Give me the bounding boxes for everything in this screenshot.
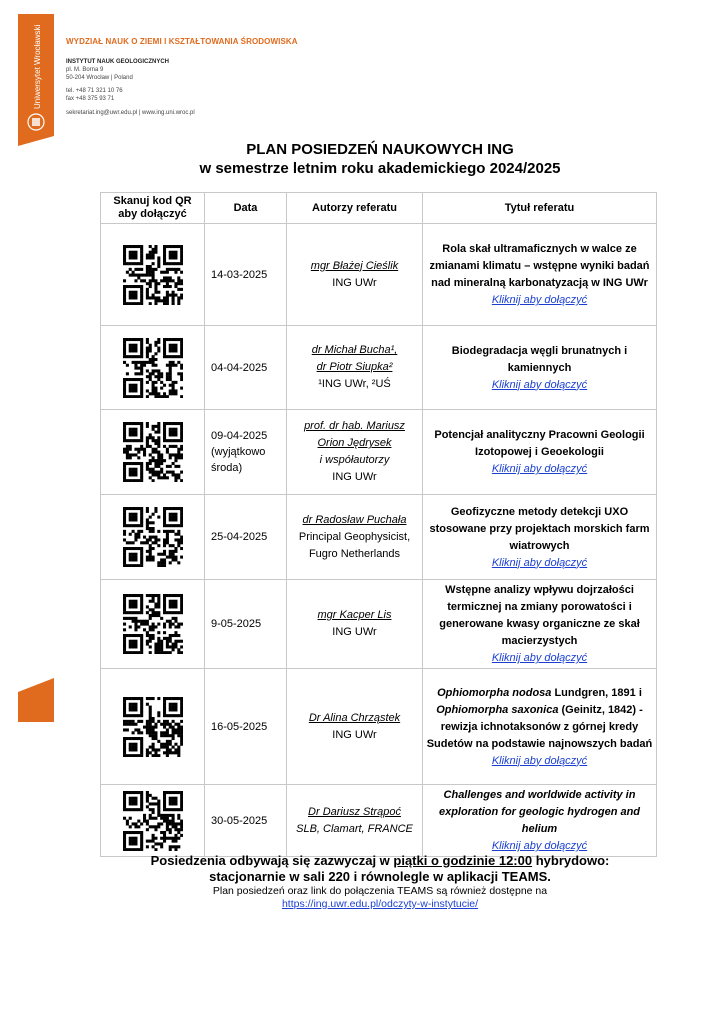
author-name[interactable]: mgr Błażej Cieślik	[310, 259, 399, 272]
date: 14-03-2025	[211, 268, 268, 281]
table-row	[101, 785, 657, 857]
footer-url-link[interactable]: https://ing.uwr.edu.pl/odczyty-w-instytucie/	[281, 898, 479, 910]
university-logo-banner	[18, 14, 54, 146]
footer-line3: Plan posiedzeń oraz link do połączenia TEAMS są również dostępne na	[212, 885, 548, 897]
date: 04-04-2025	[211, 361, 268, 374]
title-cell	[423, 326, 657, 410]
title-cell	[423, 410, 657, 495]
author-name[interactable]: Dr Dariusz Strąpoć	[308, 805, 401, 818]
institute-name: INSTYTUT NAUK GEOLOGICZNYCH	[66, 59, 169, 65]
qr-code-icon[interactable]	[123, 245, 183, 305]
author-name[interactable]: dr Michał Bucha¹,	[311, 344, 398, 356]
talk-title: Challenges and worldwide activity in exploration for geologic hydrogen and helium	[438, 789, 641, 835]
institute-block	[66, 58, 195, 117]
date-cell	[205, 785, 287, 857]
qr-cell[interactable]	[101, 410, 205, 495]
qr-cell[interactable]	[101, 785, 205, 857]
footer-line1	[100, 853, 660, 869]
talk-title: Rola skał ultramaficznych w walce ze zmianami klimatu – wstępne wyniki badań nad mineralną karbonatyzacją w ING UWr	[429, 243, 650, 289]
date-cell	[205, 326, 287, 410]
fax: fax +48 375 93 71	[66, 96, 115, 102]
title-line2: w semestrze letnim roku akademickiego 2024/2025	[199, 160, 561, 177]
affiliation: ¹ING UWr, ²UŚ	[318, 378, 391, 390]
talk-title: Geofizyczne metody detekcji UXO stosowane przy projektach morskich farm wiatrowych	[429, 505, 650, 552]
qr-cell[interactable]	[101, 495, 205, 580]
date: 9-05-2025	[211, 618, 262, 630]
table-row	[101, 410, 657, 495]
table-row	[101, 580, 657, 669]
join-link[interactable]: Kliknij aby dołączyć	[491, 840, 588, 852]
table-row	[101, 326, 657, 410]
taxon-2: Ophiomorpha saxonica	[436, 703, 559, 716]
author-name[interactable]: dr Radosław Puchała	[302, 513, 407, 526]
qr-code-icon[interactable]	[123, 422, 183, 482]
university-logo-text: Uniwersytet Wrocławski	[33, 24, 42, 109]
talk-title	[426, 685, 653, 753]
footer-line1-a: Posiedzenia odbywają się zazwyczaj w	[150, 853, 394, 868]
date-cell	[205, 669, 287, 785]
orange-decoration	[18, 678, 54, 722]
date-cell	[205, 410, 287, 495]
page-title	[100, 140, 660, 178]
title-cell	[423, 785, 657, 857]
header-authors: Autorzy referatu	[287, 193, 423, 224]
footer-line1-b: hybrydowo:	[532, 853, 610, 868]
author-cell	[287, 326, 423, 410]
qr-code-icon[interactable]	[123, 594, 183, 654]
author-cell	[287, 580, 423, 669]
title-part-2: (Geinitz, 1842) - rewizja ichnotaksonów z górnej kredy Sudetów na podstawie najnowszych badań	[426, 703, 653, 750]
join-link[interactable]: Kliknij aby dołączyć	[491, 463, 588, 475]
author-cell	[287, 669, 423, 785]
taxon-1: Ophiomorpha nodosa	[437, 686, 552, 699]
table-row	[101, 224, 657, 326]
table-row	[101, 495, 657, 580]
affiliation: ING UWr	[332, 626, 377, 638]
qr-cell[interactable]	[101, 326, 205, 410]
co-authors: i współautorzy	[319, 454, 390, 466]
date-cell	[205, 495, 287, 580]
qr-cell[interactable]	[101, 224, 205, 326]
qr-code-icon[interactable]	[123, 338, 183, 398]
qr-code-icon[interactable]	[123, 697, 183, 757]
author-name[interactable]: prof. dr hab. Mariusz Orion Jędrysek	[304, 420, 405, 449]
schedule-table	[100, 192, 657, 857]
author-cell	[287, 785, 423, 857]
author-name[interactable]: mgr Kacper Lis	[317, 609, 392, 621]
phone: tel. +48 71 321 10 76	[66, 88, 123, 94]
date: 09-04-2025	[211, 430, 268, 442]
title-cell	[423, 580, 657, 669]
qr-cell[interactable]	[101, 580, 205, 669]
department-name: WYDZIAŁ NAUK O ZIEMI I KSZTAŁTOWANIA ŚRODOWISKA	[66, 37, 298, 46]
author-cell	[287, 224, 423, 326]
date: 16-05-2025	[211, 720, 268, 733]
affiliation: Principal Geophysicist, Fugro Netherlands	[298, 530, 411, 560]
date-cell	[205, 224, 287, 326]
join-link[interactable]: Kliknij aby dołączyć	[491, 652, 588, 664]
table-header-row	[101, 193, 657, 224]
author-cell	[287, 410, 423, 495]
header-date: Data	[205, 193, 287, 224]
title-part-1: Lundgren, 1891 i	[551, 686, 642, 699]
talk-title: Potencjał analityczny Pracowni Geologii Izotopowej i Geoekologii	[434, 429, 645, 458]
footer	[100, 853, 660, 910]
header-title: Tytuł referatu	[423, 193, 657, 224]
title-cell	[423, 669, 657, 785]
date: 25-04-2025	[211, 531, 268, 543]
title-line1: PLAN POSIEDZEŃ NAUKOWYCH ING	[246, 141, 514, 158]
title-cell	[423, 224, 657, 326]
address-line2: 50-204 Wrocław | Poland	[66, 75, 133, 81]
join-link[interactable]: Kliknij aby dołączyć	[491, 294, 588, 306]
table-row	[101, 669, 657, 785]
qr-code-icon[interactable]	[123, 507, 183, 567]
date-note: (wyjątkowo środa)	[211, 446, 266, 474]
affiliation: ING UWr	[332, 471, 377, 483]
contact-line[interactable]: sekretariat.ing@uwr.edu.pl | www.ing.uni.wroc.pl	[66, 110, 195, 116]
date: 30-05-2025	[211, 814, 268, 827]
join-link[interactable]: Kliknij aby dołączyć	[491, 754, 588, 767]
footer-time: piątki o godzinie 12:00	[393, 853, 533, 868]
affiliation: ING UWr	[332, 728, 377, 741]
qr-cell[interactable]	[101, 669, 205, 785]
affiliation: SLB, Clamart, FRANCE	[296, 822, 413, 835]
author-name-2[interactable]: dr Piotr Siupka²	[316, 361, 393, 373]
talk-title: Biodegradacja węgli brunatnych i kamiennych	[451, 344, 628, 374]
address-line1: pl. M. Borna 9	[66, 67, 104, 73]
date-cell	[205, 580, 287, 669]
talk-title: Wstępne analizy wpływu dojrzałości termicznej na zmiany porowatości i generowane kwasy organiczne ze skał macierzystych	[439, 584, 640, 647]
header-qr: Skanuj kod QR aby dołączyć	[101, 193, 205, 224]
footer-line2: stacjonarnie w sali 220 i równolegle w aplikacji TEAMS.	[209, 869, 551, 884]
affiliation: ING UWr	[332, 276, 377, 289]
author-cell	[287, 495, 423, 580]
join-link[interactable]: Kliknij aby dołączyć	[491, 378, 588, 391]
title-cell	[423, 495, 657, 580]
qr-code-icon[interactable]	[123, 791, 183, 851]
join-link[interactable]: Kliknij aby dołączyć	[491, 556, 588, 569]
author-name[interactable]: Dr Alina Chrząstek	[308, 711, 401, 724]
